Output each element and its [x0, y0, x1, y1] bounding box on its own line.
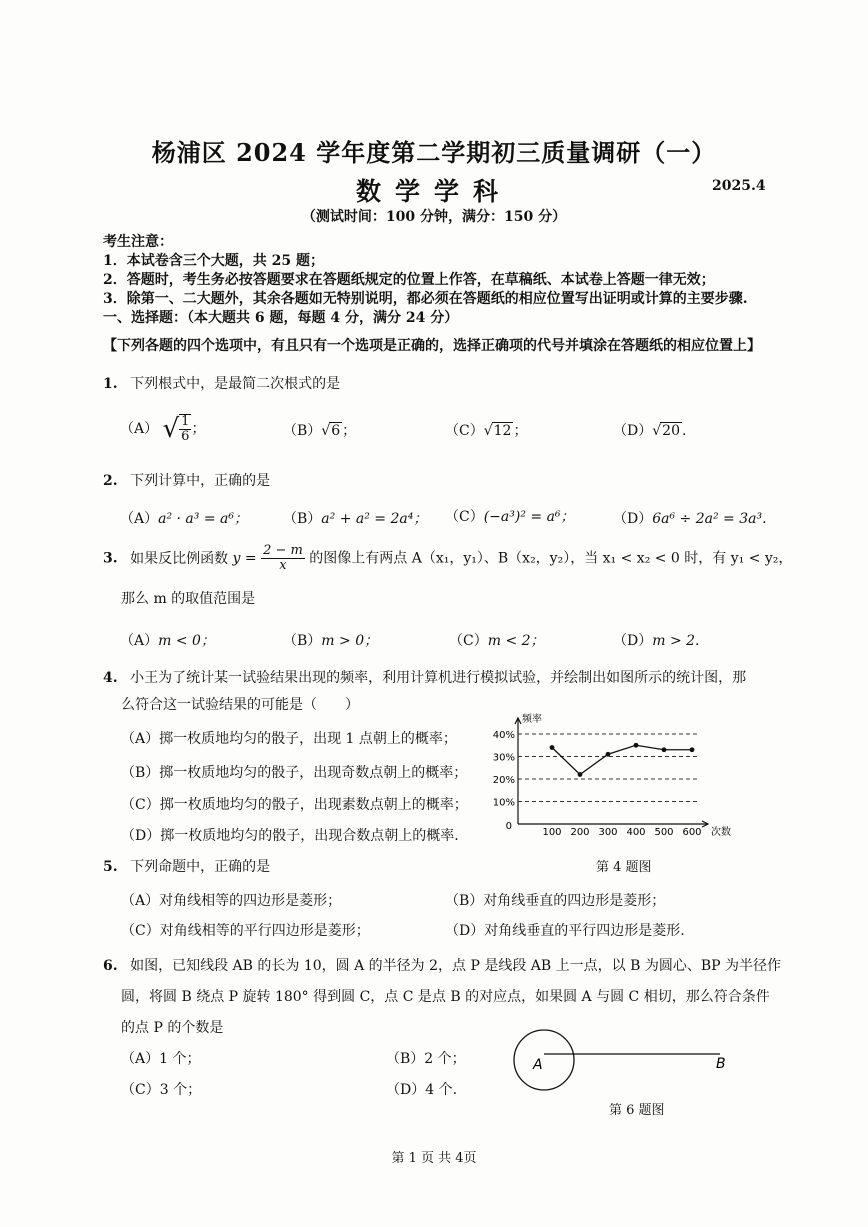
- question-1: [103, 373, 340, 393]
- q5-option-c: （C）对角线相等的平行四边形是菱形；: [121, 923, 370, 939]
- option-label: （A）: [120, 633, 159, 649]
- option-end: ；: [513, 423, 528, 439]
- x-axis-label: 次数: [711, 827, 731, 838]
- page-title: 杨浦区 2024 学年度第二学期初三质量调研（一）: [151, 138, 717, 167]
- figure-4-caption: 第 4 题图: [596, 860, 652, 875]
- notice-heading: 考生注意：: [103, 234, 173, 250]
- fraction-denominator: x: [279, 558, 287, 573]
- question-number: 5.: [103, 859, 118, 875]
- circle-a: [514, 1030, 574, 1090]
- data-point: [550, 745, 555, 750]
- y-tick-label: 40%: [492, 730, 515, 741]
- q4-option-b: （B）掷一枚质地均匀的骰子，出现奇数点朝上的概率；: [121, 765, 468, 781]
- question-3: [103, 544, 792, 573]
- question-stem-line2: 圆，将圆 B 绕点 P 旋转 180° 得到圆 C，点 C 是点 B 的对应点，如果圆 A 与圆 C 相切，那么符合条件: [121, 989, 770, 1005]
- question-number: 2.: [103, 473, 118, 489]
- figure-6-caption: 第 6 题图: [609, 1103, 665, 1118]
- notice-item: 3．除第一、二大题外，其余各题如无特别说明，都必须在答题纸的相应位置写出证明或计算的主要步骤.: [103, 291, 748, 307]
- data-point: [578, 772, 583, 777]
- option-label: （A）: [120, 511, 159, 527]
- question-stem: 下列根式中，是最简二次根式的是: [130, 376, 341, 392]
- option-text: m > 2.: [652, 633, 700, 649]
- subject-title: 数学学科: [355, 177, 512, 206]
- question-stem: 下列计算中，正确的是: [130, 473, 271, 489]
- q2-option-c: [445, 506, 575, 526]
- question-stem-line2: 那么 m 的取值范围是: [121, 591, 256, 607]
- q6-option-c: （C）3 个；: [121, 1082, 202, 1098]
- q3-option-c: [449, 630, 545, 650]
- data-point: [690, 747, 695, 752]
- option-label: （C）: [449, 633, 488, 649]
- option-end: .: [681, 423, 687, 439]
- q3-option-a: [120, 630, 215, 650]
- question-5: [103, 856, 270, 876]
- x-tick-label: 500: [654, 827, 674, 838]
- q2-option-a: [120, 508, 248, 528]
- question-stem: 小王为了统计某一试验结果出现的频率，利用计算机进行模拟试验，并绘制出如图所示的统计图，那: [130, 670, 747, 686]
- option-text: 6a⁶ ÷ 2a² = 3a³.: [652, 511, 767, 527]
- option-label: （B）: [283, 633, 322, 649]
- option-end: ；: [191, 421, 206, 437]
- option-label: （D）: [613, 423, 653, 439]
- question-number: 4.: [103, 670, 118, 686]
- question-stem: 如图，已知线段 AB 的长为 10，圆 A 的半径为 2，点 P 是线段 AB 上一点，以 B 为圆心、BP 为半径作: [130, 958, 781, 974]
- q3-option-b: [283, 630, 378, 650]
- question-number: 3.: [103, 550, 118, 567]
- y-tick-label: 10%: [492, 797, 515, 809]
- question-stem-pre: 如果反比例函数: [130, 550, 229, 567]
- option-label: （C）: [445, 509, 484, 525]
- section-instruction: 【下列各题的四个选项中，有且只有一个选项是正确的，选择正确项的代号并填涂在答题纸的相应位置上】: [103, 338, 761, 354]
- q1-option-c: （C）√12 ；: [445, 423, 528, 439]
- q4-option-d: （D）掷一枚质地均匀的骰子，出现合数点朝上的概率.: [121, 828, 459, 844]
- q1-option-b: （B）√6 ；: [283, 423, 357, 439]
- point-a-label: A: [533, 1057, 543, 1073]
- x-tick-label: 200: [570, 827, 590, 838]
- origin-label: 0: [505, 821, 512, 832]
- y-axis-label: 频率: [522, 714, 542, 725]
- option-text: a² · a³ = a⁶；: [158, 511, 248, 527]
- q3-option-d: [613, 630, 700, 650]
- option-text: a² + a² = 2a⁴；: [321, 511, 428, 527]
- x-tick-label: 300: [598, 827, 618, 838]
- option-end: ；: [342, 423, 357, 439]
- x-tick-label: 400: [626, 827, 646, 838]
- data-point: [634, 743, 639, 748]
- frequency-series-line: [552, 745, 692, 774]
- question-number: 6.: [103, 958, 118, 974]
- radicand: 12: [493, 423, 512, 439]
- function-lhs: y =: [232, 550, 257, 567]
- option-text: m > 0；: [321, 633, 379, 649]
- q6-figure: [505, 1016, 745, 1106]
- question-6: [103, 955, 781, 975]
- section-heading: 一、选择题：（本大题共 6 题，每题 4 分，满分 24 分）: [103, 310, 459, 326]
- y-tick-label: 30%: [492, 752, 515, 764]
- q5-option-a: （A）对角线相等的四边形是菱形；: [121, 893, 342, 909]
- question-2: [103, 470, 270, 490]
- point-b-label: B: [716, 1056, 726, 1072]
- x-tick-label: 600: [682, 827, 702, 838]
- q6-option-b: （B）2 个；: [386, 1051, 466, 1067]
- data-point: [606, 752, 611, 757]
- q4-option-c: （C）掷一枚质地均匀的骰子，出现素数点朝上的概率；: [121, 797, 468, 813]
- notice-item: 1．本试卷含三个大题，共 25 题；: [103, 253, 324, 269]
- question-stem: 下列命题中，正确的是: [130, 859, 271, 875]
- question-stem-post: 的图像上有两点 A（x₁，y₁）、B（x₂，y₂），当 x₁ < x₂ < 0 时，有 y₁ < y₂，: [309, 550, 793, 567]
- q1-option-a: （A） √ $\frac{1}{6}$ ；: [120, 414, 206, 444]
- question-stem-line2: 么符合这一试验结果的可能是（ ）: [121, 697, 359, 713]
- q4-option-a: （A）掷一枚质地均匀的骰子，出现 1 点朝上的概率；: [121, 731, 457, 747]
- x-tick-label: 100: [542, 827, 562, 838]
- question-number: 1.: [103, 376, 118, 392]
- notice-item: 2．答题时，考生务必按答题要求在答题纸规定的位置上作答，在草稿纸、本试卷上答题一律无效；: [103, 272, 715, 288]
- option-text: m < 0；: [158, 633, 215, 649]
- option-label: （A）: [120, 421, 159, 437]
- option-text: (−a³)² = a⁶；: [483, 509, 575, 525]
- option-label: （B）: [283, 423, 322, 439]
- q1-option-d: （D）√20 .: [613, 423, 687, 439]
- exam-date: 2025.4: [712, 178, 766, 194]
- fraction-numerator: 1: [181, 414, 190, 429]
- option-label: （D）: [613, 633, 653, 649]
- q6-option-d: （D）4 个.: [386, 1082, 458, 1098]
- frequency-chart: [480, 706, 750, 842]
- q5-option-b: （B）对角线垂直的四边形是菱形；: [445, 893, 666, 909]
- page-footer: 第 1 页 共 4页: [391, 1151, 477, 1166]
- q6-option-a: （A）1 个；: [121, 1051, 201, 1067]
- time-note: （测试时间：100 分钟，满分：150 分）: [301, 209, 567, 225]
- q2-option-b: [283, 508, 427, 528]
- radicand: 20: [662, 423, 680, 439]
- option-text: m < 2；: [487, 633, 545, 649]
- option-label: （B）: [283, 511, 322, 527]
- q5-option-d: （D）对角线垂直的平行四边形是菱形.: [445, 923, 685, 939]
- option-label: （C）: [445, 423, 484, 439]
- radicand: 6: [331, 423, 341, 439]
- question-4: [103, 667, 746, 687]
- option-label: （D）: [613, 511, 653, 527]
- q2-option-d: [613, 508, 767, 528]
- fraction-numerator: 2 − m: [263, 543, 303, 558]
- fraction-denominator: 6: [181, 429, 190, 444]
- question-stem-line3: 的点 P 的个数是: [121, 1020, 224, 1036]
- y-tick-label: 20%: [492, 775, 515, 786]
- data-point: [662, 747, 667, 752]
